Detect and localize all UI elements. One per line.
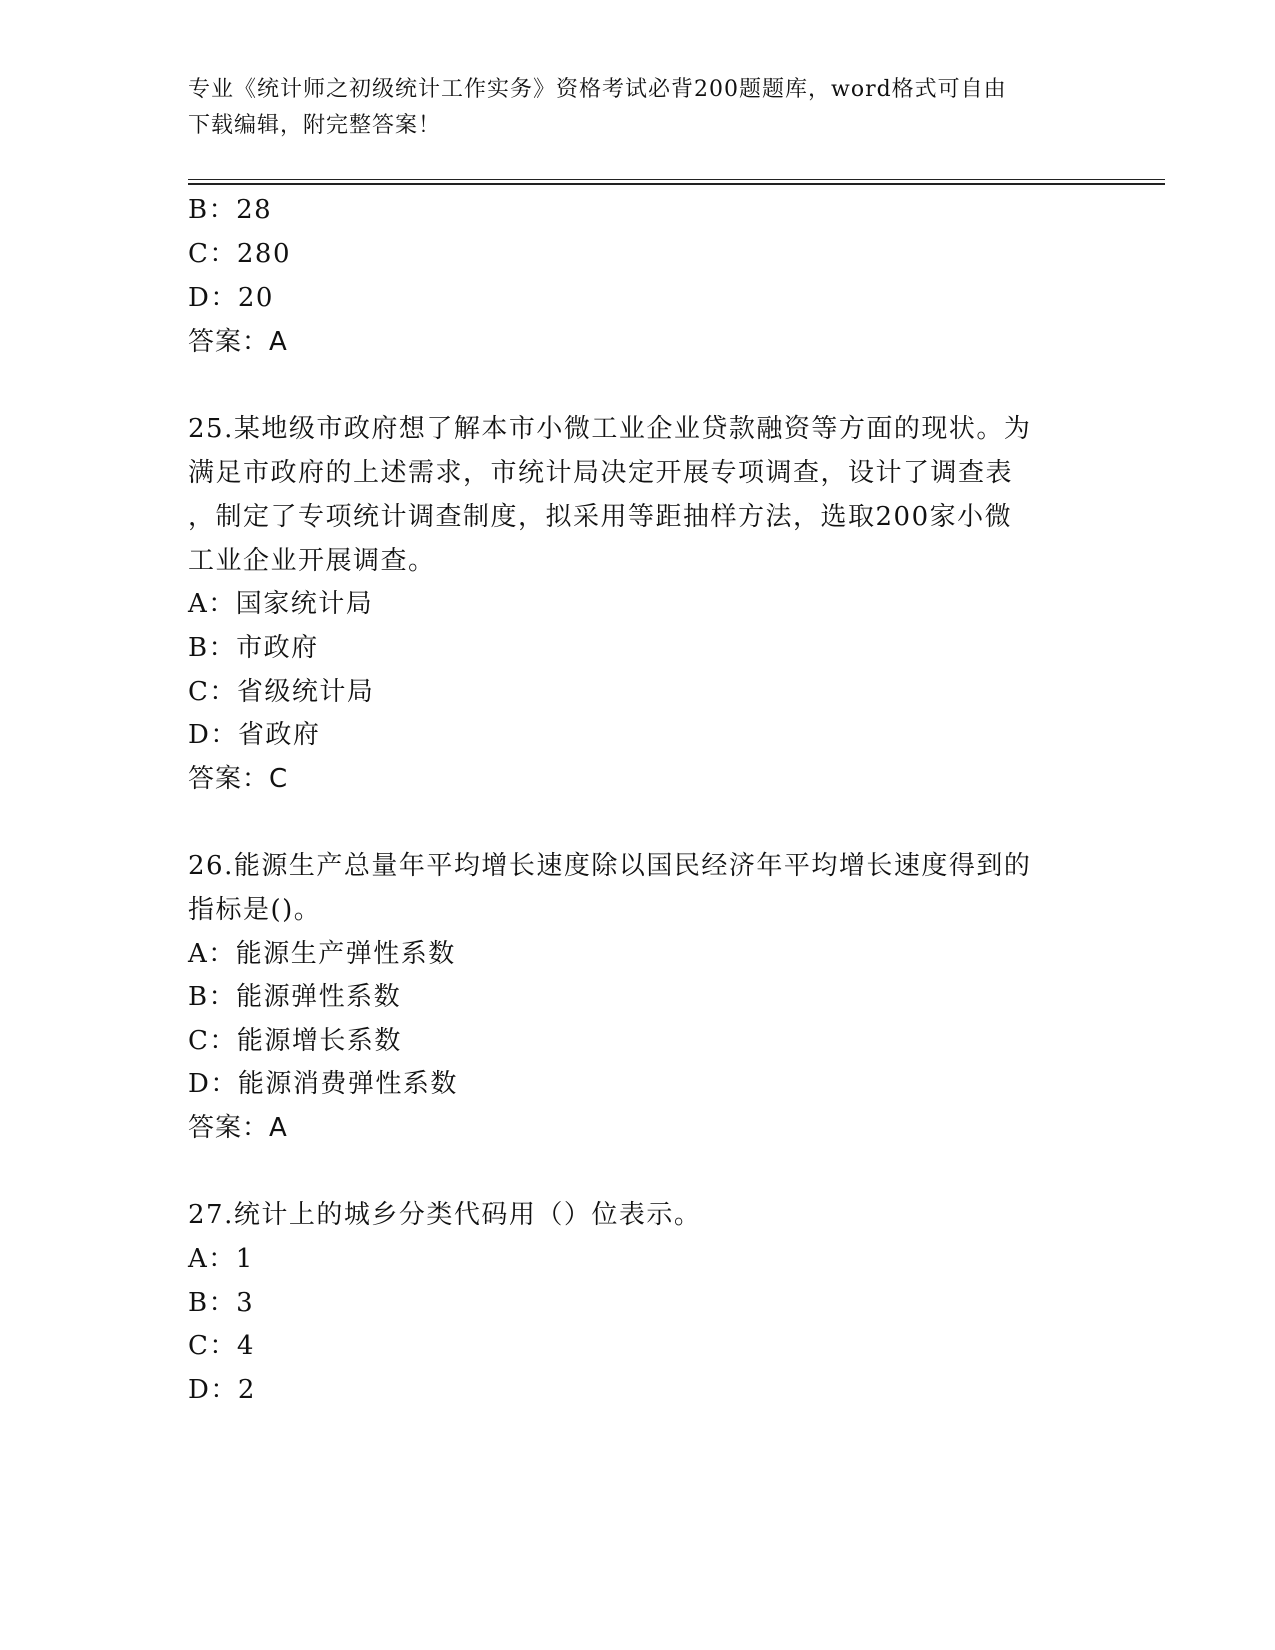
header-line-2: 下载编辑，附完整答案！ (188, 113, 442, 138)
q25-option-b: B：市政府 (188, 633, 319, 663)
q27-option-d: D：2 (188, 1375, 256, 1405)
header-divider-thin (188, 179, 1165, 180)
q26-option-d: D：能源消费弹性系数 (188, 1069, 458, 1099)
q25-text-line-1: 25.某地级市政府想了解本市小微工业企业贷款融资等方面的现状。为 (188, 414, 1032, 444)
q25-text-line-3: ，制定了专项统计调查制度，拟采用等距抽样方法，选取200家小微 (188, 502, 1013, 532)
document-header (188, 72, 1088, 144)
q26-answer: 答案：A (188, 1113, 288, 1143)
q26-option-c: C：能源增长系数 (188, 1026, 402, 1056)
q27-text-line-1: 27.统计上的城乡分类代码用（）位表示。 (188, 1200, 702, 1230)
header-line-1: 专业《统计师之初级统计工作实务》资格考试必背200题题库，word格式可自由 (188, 77, 1007, 102)
q25-answer: 答案：C (188, 764, 289, 794)
q26-option-a: A：能源生产弹性系数 (188, 939, 456, 969)
q25-text-line-4: 工业企业开展调查。 (188, 546, 436, 576)
q27-option-a: A：1 (188, 1244, 254, 1274)
q26-text-line-2: 指标是()。 (188, 895, 322, 925)
q25-option-a: A：国家统计局 (188, 589, 374, 619)
q26-text-line-1: 26.能源生产总量年平均增长速度除以国民经济年平均增长速度得到的 (188, 851, 1032, 881)
prev-option-d: D：20 (188, 283, 274, 313)
q27-option-c: C：4 (188, 1331, 255, 1361)
prev-answer: 答案：A (188, 327, 288, 357)
q25-option-c: C：省级统计局 (188, 677, 375, 707)
q27-option-b: B：3 (188, 1288, 255, 1318)
prev-option-c: C：280 (188, 239, 292, 269)
q26-option-b: B：能源弹性系数 (188, 982, 402, 1012)
q25-text-line-2: 满足市政府的上述需求，市统计局决定开展专项调查，设计了调查表 (188, 458, 1014, 488)
header-divider-thick (188, 183, 1165, 185)
prev-option-b: B：28 (188, 195, 273, 225)
q25-option-d: D：省政府 (188, 720, 321, 750)
